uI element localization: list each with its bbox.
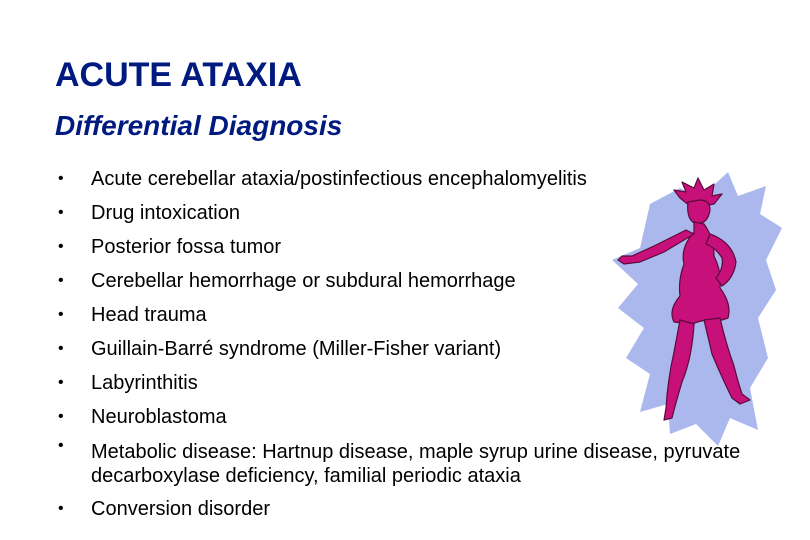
slide-title: ACUTE ATAXIA <box>55 56 302 94</box>
slide-subtitle: Differential Diagnosis <box>55 110 343 141</box>
bullet-icon: • <box>58 408 64 425</box>
bullet-icon: • <box>58 374 64 391</box>
bullet-text: Head trauma <box>91 304 207 326</box>
dancing-woman-clipart-icon <box>610 168 790 448</box>
bullet-icon: • <box>58 170 64 187</box>
bullet-icon: • <box>58 500 64 517</box>
bullet-icon: • <box>58 437 64 454</box>
bullet-text: Labyrinthitis <box>91 372 198 394</box>
bullet-text: Posterior fossa tumor <box>91 236 282 258</box>
bullet-icon: • <box>58 204 64 221</box>
bullet-text: Conversion disorder <box>91 498 270 520</box>
bullet-item <box>58 492 798 526</box>
bullet-text: Metabolic disease: Hartnup disease, maple syrup urine disease, pyruvate decarboxylase deficiency, familial periodic ataxia <box>91 441 741 487</box>
bullet-icon: • <box>58 340 64 357</box>
bullet-text: Acute cerebellar ataxia/postinfectious encephalomyelitis <box>91 168 587 190</box>
bullet-icon: • <box>58 272 64 289</box>
bullet-icon: • <box>58 238 64 255</box>
bullet-text: Neuroblastoma <box>91 406 227 428</box>
bullet-text: Guillain-Barré syndrome (Miller-Fisher variant) <box>91 338 502 360</box>
bullet-text: Cerebellar hemorrhage or subdural hemorrhage <box>91 270 516 292</box>
bullet-text: Drug intoxication <box>91 202 240 224</box>
bullet-icon: • <box>58 306 64 323</box>
